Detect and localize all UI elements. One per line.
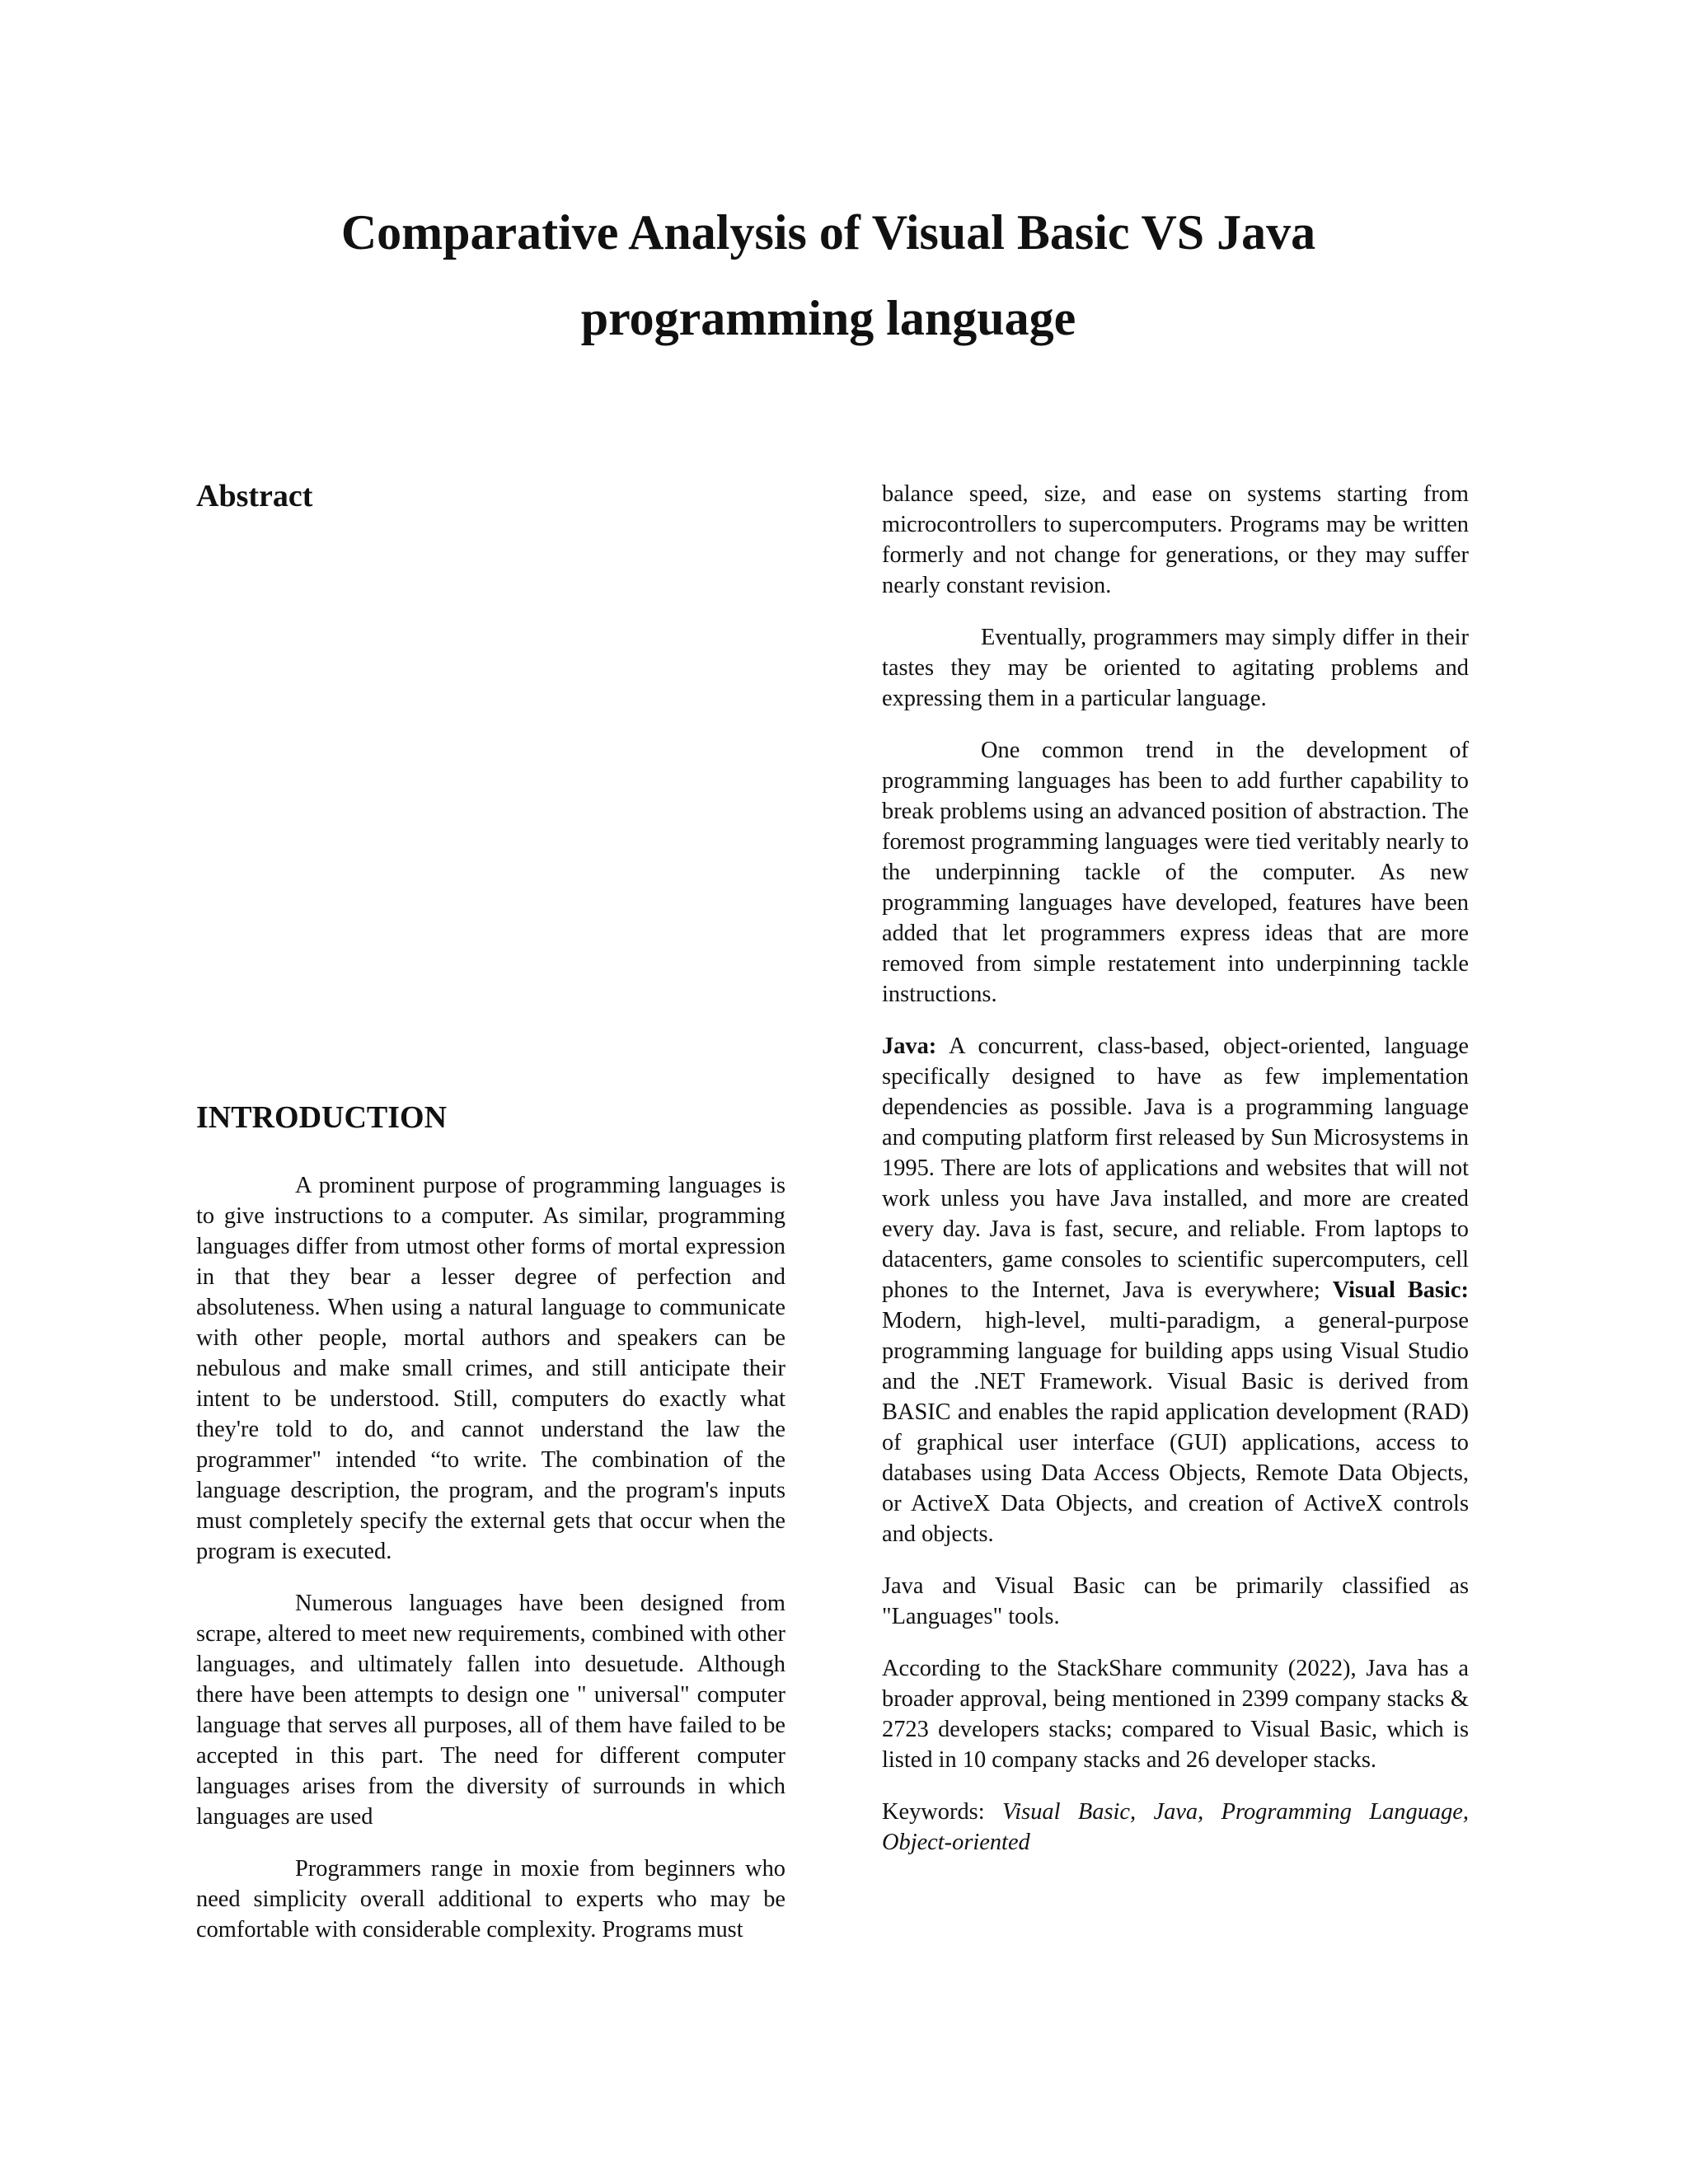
paper-title-line-1: Comparative Analysis of Visual Basic VS Java — [340, 205, 1316, 260]
right-paragraph-6: According to the StackShare community (2022), Java has a broader approval, being mentioned in 2399 company stacks & 2723 developers stacks; compared to Visual Basic, which is listed in 10 company stacks and 26 developer stacks. — [882, 1656, 1469, 1773]
right-paragraph-2: Eventually, programmers may simply differ in their tastes they may be oriented to agitating problems and expressing them in a particular language. — [882, 625, 1469, 711]
left-column — [196, 1098, 785, 1966]
visual-basic-description: Modern, high-level, multi-paradigm, a general-purpose programming language for building apps using Visual Studio and the .NET Framework. Visual Basic is derived from BASIC and enables the rapid application development (RAD) of graphical user interface (GUI) applications, access to databases using Data Access Objects, Remote Data Objects, or ActiveX Data Objects, and creation of ActiveX controls and objects. — [882, 1308, 1469, 1547]
intro-paragraph-2: Numerous languages have been designed from scrape, altered to meet new requirements, combined with other languages, and ultimately fallen into desuetude. Although there have been attempts to design one " universal" computer language that serves all purposes, all of them have failed to be accepted in this part. The need for different computer languages arises from the diversity of surrounds in which languages are used — [196, 1591, 785, 1830]
abstract-heading: Abstract — [196, 479, 313, 513]
introduction-heading: INTRODUCTION — [196, 1100, 448, 1135]
paper-title — [0, 190, 1657, 361]
keywords — [882, 1797, 1469, 1858]
java-description: A concurrent, class-based, object-oriented, language specifically designed to have as few implementation dependencies as possible. Java is a programming language and computing platform first released by Sun Microsystems in 1995. There are lots of applications and websites that will not work unless you have Java installed, and more are created every day. Java is fast, secure, and reliable. From laptops to datacenters, game consoles to scientific supercomputers, cell phones to the Internet, Java is everywhere; — [882, 1033, 1469, 1303]
paper-title-line-2: programming language — [580, 291, 1076, 345]
visual-basic-label: Visual Basic: — [1332, 1277, 1469, 1303]
right-column — [882, 479, 1469, 1879]
keywords-label: Keywords: — [882, 1799, 985, 1825]
intro-paragraph-1: A prominent purpose of programming languages is to give instructions to a computer. As similar, programming languages differ from utmost other forms of mortal expression in that they bear a lesser degree of perfection and absoluteness. When using a natural language to communicate with other people, mortal authors and speakers can be nebulous and make small crimes, and still anticipate their intent to be understood. Still, computers do exactly what they're told to do, and cannot understand the law the programmer" intended “to write. The combination of the language description, the program, and the program's inputs must completely specify the external gets that occur when the program is executed. — [196, 1173, 785, 1564]
java-visual-basic-paragraph — [882, 1031, 1469, 1549]
intro-paragraph-3: Programmers range in moxie from beginners who need simplicity overall additional to experts who may be comfortable with considerable complexity. Programs must — [196, 1856, 785, 1943]
java-label: Java: — [882, 1033, 937, 1059]
right-paragraph-1: balance speed, size, and ease on systems starting from microcontrollers to supercomputers. Programs may be written formerly and not change for generations, or they may suffer nearly constant revision. — [882, 481, 1469, 598]
right-paragraph-3: One common trend in the development of programming languages has been to add further capability to break problems using an advanced position of abstraction. The foremost programming languages were tied veritably nearly to the underpinning tackle of the computer. As new programming languages have developed, features have been added that let programmers express ideas that are more removed from simple restatement into underpinning tackle instructions. — [882, 738, 1469, 1007]
right-paragraph-5: Java and Visual Basic can be primarily classified as "Languages" tools. — [882, 1573, 1469, 1629]
keywords-values: Visual Basic, Java, Programming Language, Object-oriented — [882, 1799, 1469, 1855]
